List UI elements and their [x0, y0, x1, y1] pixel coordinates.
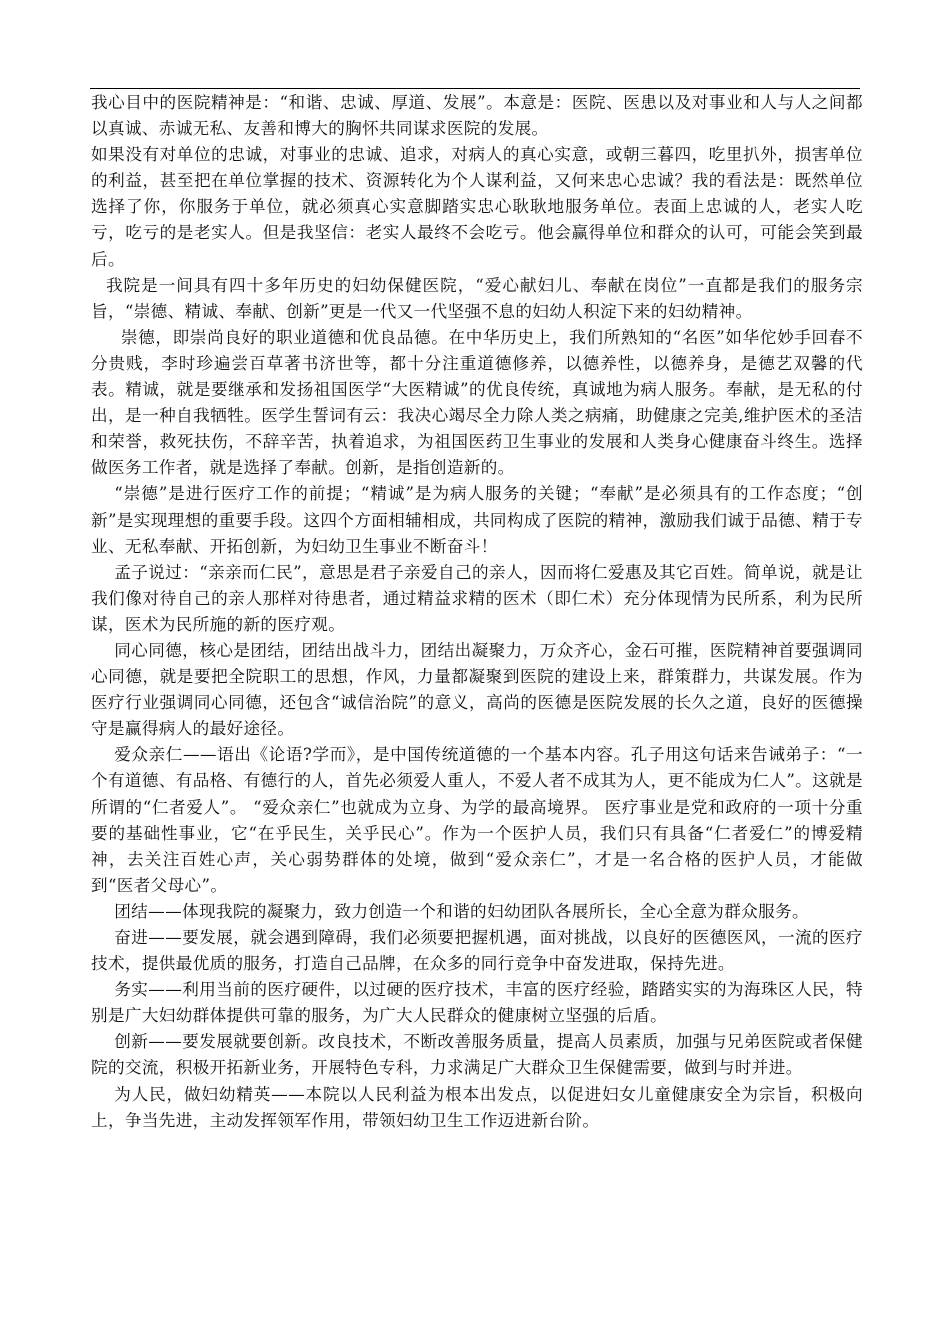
document-body	[91, 90, 863, 1134]
paragraph: 务实——利用当前的医疗硬件，以过硬的医疗技术，丰富的医疗经验，踏踏实实的为海珠区人民，特别是广大妇幼群体提供可靠的服务，为广大人民群众的健康树立坚强的后盾。	[91, 980, 863, 1026]
paragraph: 创新——要发展就要创新。改良技术，不断改善服务质量，提高人员素质，加强与兄弟医院或者保健院的交流，积极开拓新业务，开展特色专科，力求满足广大群众卫生保健需要，做到与时并进。	[91, 1032, 863, 1078]
paragraph: 孟子说过：“亲亲而仁民”，意思是君子亲爱自己的亲人，因而将仁爱惠及其它百姓。简单说，就是让我们像对待自己的亲人那样对待患者，通过精益求精的医术（即仁术）充分体现情为民所系，利为民所谋，医术为民所施的新的医疗观。	[91, 562, 863, 634]
paragraph: 团结——体现我院的凝聚力，致力创造一个和谐的妇幼团队各展所长，全心全意为群众服务。	[114, 901, 809, 921]
paragraph: “崇德”是进行医疗工作的前提；“精诚”是为病人服务的关键；“奉献”是必须具有的工作态度；“创新”是实现理想的重要手段。这四个方面相辅相成，共同构成了医院的精神，激励我们诚于品德、精于专业、无私奉献、开拓创新，为妇幼卫生事业不断奋斗！	[91, 484, 863, 556]
paragraph: 同心同德，核心是团结，团结出战斗力，团结出凝聚力，万众齐心，金石可摧，医院精神首要强调同心同德，就是要把全院职工的思想，作风，力量都凝聚到医院的建设上来，群策群力，共谋发展。作为医疗行业强调同心同德，还包含“诚信治院”的意义，高尚的医德是医院发展的长久之道，良好的医德操守是赢得病人的最好途径。	[91, 640, 863, 739]
paragraph: 我院是一间具有四十多年历史的妇幼保健医院，“爱心献妇儿、奉献在岗位”一直都是我们的服务宗旨，“崇德、精诚、奉献、创新”更是一代又一代坚强不息的妇幼人积淀下来的妇幼精神。	[91, 275, 863, 321]
paragraph: 崇德，即崇尚良好的职业道德和优良品德。在中华历史上，我们所熟知的“名医”如华佗妙手回春不分贵贱，李时珍遍尝百草著书济世等，都十分注重道德修养，以德养性，以德养身，是德艺双馨的代表。精诚，就是要继承和发扬祖国医学“大医精诚”的优良传统，真诚地为病人服务。奉献，是无私的付出，是一种自我牺牲。医学生誓词有云：我决心竭尽全力除人类之病痛，助健康之完美,维护医术的圣洁和荣誉，救死扶伤，不辞辛苦，执着追求，为祖国医药卫生事业的发展和人类身心健康奋斗终生。选择做医务工作者，就是选择了奉献。创新，是指创造新的。	[91, 327, 863, 478]
paragraph: 为人民，做妇幼精英——本院以人民利益为根本出发点，以促进妇女儿童健康安全为宗旨，积极向上，争当先进，主动发挥领军作用，带领妇幼卫生工作迈进新台阶。	[91, 1084, 863, 1130]
paragraph: 如果没有对单位的忠诚，对事业的忠诚、追求，对病人的真心实意，或朝三暮四，吃里扒外，损害单位的利益，甚至把在单位掌握的技术、资源转化为个人谋利益，又何来忠心忠诚？我的看法是：既然单位选择了你，你服务于单位，就必须真心实意脚踏实忠心耿耿地服务单位。表面上忠诚的人，老实人吃亏，吃亏的是老实人。但是我坚信：老实人最终不会吃亏。他会赢得单位和群众的认可，可能会笑到最后。	[91, 145, 863, 269]
paragraph: 奋进——要发展，就会遇到障碍，我们必须要把握机遇，面对挑战，以良好的医德医风，一流的医疗技术，提供最优质的服务，打造自己品牌，在众多的同行竞争中奋发进取，保持先进。	[91, 928, 863, 974]
paragraph: 爱众亲仁——语出《论语?学而》，是中国传统道德的一个基本内容。孔子用这句话来告诫弟子：“一个有道德、有品格、有德行的人，首先必须爱人重人，不爱人者不成其为人，更不能成为仁人”。这就是所谓的“仁者爱人”。 “爱众亲仁”也就成为立身、为学的最高境界。 医疗事业是党和政府的一项十分重要的基础性事业，它“在乎民生，关乎民心”。作为一个医护人员，我们只有具备“仁者爱仁”的博爱精神，去关注百姓心声，关心弱势群体的处境，做到“爱众亲仁”，才是一名合格的医护人员，才能做到“医者父母心”。	[91, 745, 863, 895]
header-rule	[90, 88, 860, 89]
paragraph: 我心目中的医院精神是：“和谐、忠诚、厚道、发展”。本意是：医院、医患以及对事业和人与人之间都以真诚、赤诚无私、友善和博大的胸怀共同谋求医院的发展。	[91, 93, 863, 139]
